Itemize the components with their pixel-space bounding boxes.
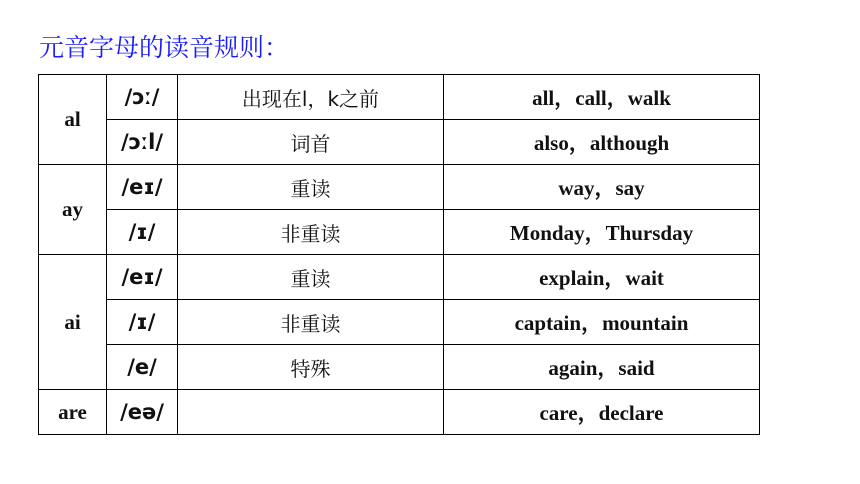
- examples-cell: captain，mountain: [444, 300, 760, 345]
- table-row: [39, 75, 760, 120]
- examples-cell: way，say: [444, 165, 760, 210]
- table-row: [39, 210, 760, 255]
- examples-cell: all，call，walk: [444, 75, 760, 120]
- condition-cell: 出现在l，k之前: [178, 75, 444, 120]
- letter-group-cell: al: [39, 75, 107, 165]
- condition-cell: 重读: [178, 165, 444, 210]
- ipa-cell: /eɪ/: [107, 255, 178, 300]
- examples-cell: care，declare: [444, 390, 760, 435]
- ipa-cell: /eɪ/: [107, 165, 178, 210]
- table-row: [39, 165, 760, 210]
- table-row: [39, 300, 760, 345]
- letter-group-cell: ai: [39, 255, 107, 390]
- ipa-cell: /eə/: [107, 390, 178, 435]
- condition-cell: 词首: [178, 120, 444, 165]
- examples-cell: again，said: [444, 345, 760, 390]
- table-row: [39, 345, 760, 390]
- examples-cell: explain，wait: [444, 255, 760, 300]
- condition-cell: [178, 390, 444, 435]
- ipa-cell: /ɔː/: [107, 75, 178, 120]
- ipa-cell: /ɔːl/: [107, 120, 178, 165]
- ipa-cell: /ɪ/: [107, 210, 178, 255]
- vowel-rules-table: [38, 74, 760, 435]
- ipa-cell: /e/: [107, 345, 178, 390]
- examples-cell: Monday，Thursday: [444, 210, 760, 255]
- condition-cell: 非重读: [178, 210, 444, 255]
- letter-group-cell: are: [39, 390, 107, 435]
- condition-cell: 特殊: [178, 345, 444, 390]
- table-row: [39, 255, 760, 300]
- table-row: [39, 390, 760, 435]
- table-row: [39, 120, 760, 165]
- ipa-cell: /ɪ/: [107, 300, 178, 345]
- page-title: 元音字母的读音规则：: [39, 33, 290, 62]
- condition-cell: 非重读: [178, 300, 444, 345]
- letter-group-cell: ay: [39, 165, 107, 255]
- examples-cell: also，although: [444, 120, 760, 165]
- condition-cell: 重读: [178, 255, 444, 300]
